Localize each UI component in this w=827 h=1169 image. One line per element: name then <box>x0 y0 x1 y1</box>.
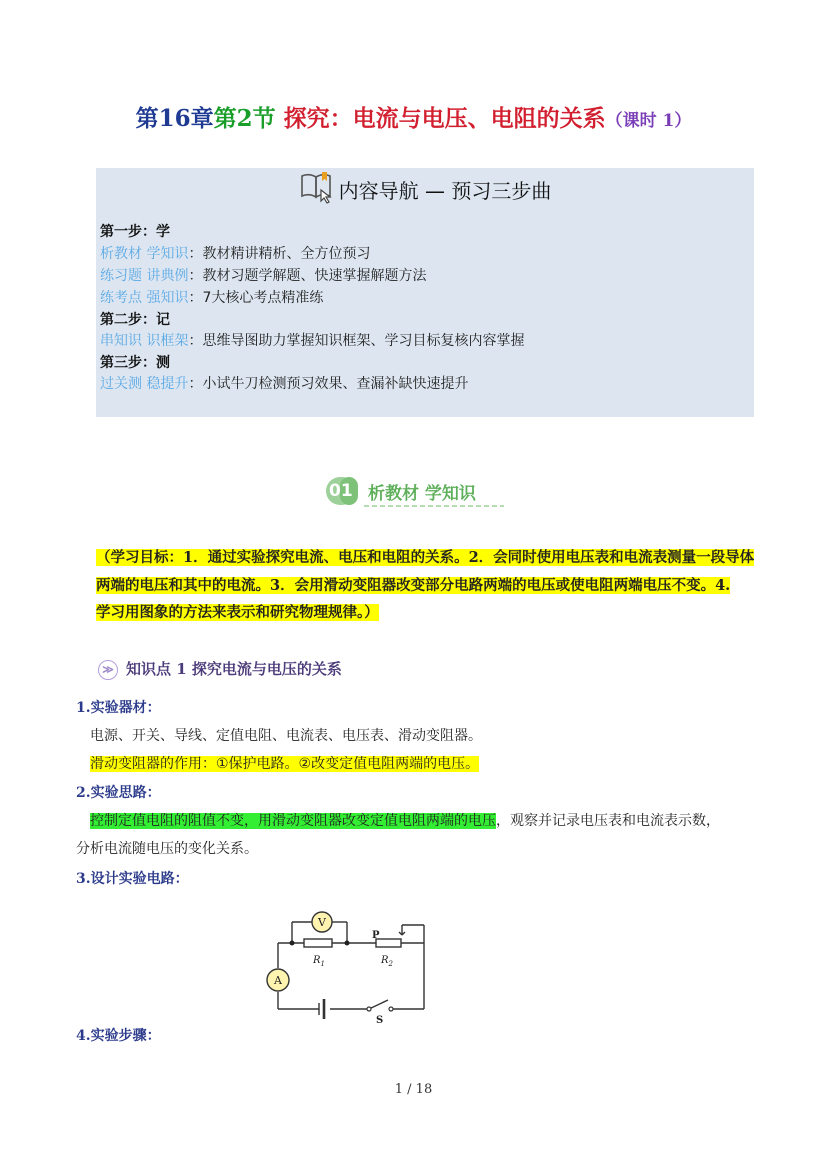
content-navigation-box <box>96 168 754 417</box>
arrow-circle-icon: ≫ <box>98 660 118 680</box>
slider-label: P <box>372 930 380 941</box>
circuit-diagram <box>264 905 464 1024</box>
switch-label: S <box>376 1015 384 1026</box>
r1-label: R <box>313 955 321 966</box>
step-3-heading: 第三步：测 <box>100 355 170 371</box>
nav-item: 过关测 稳提升：小试牛刀检测预习效果、查漏补缺快速提升 <box>100 376 469 392</box>
ammeter-label: A <box>274 974 282 987</box>
section-heading: 2.实验思路： <box>76 785 161 801</box>
badge-number: 01 <box>329 481 353 501</box>
badge-text: 析教材 学知识 <box>368 484 476 504</box>
nav-item: 练考点 强知识：7大核心考点精准练 <box>100 290 324 306</box>
section-heading: 4.实验步骤： <box>76 1028 161 1044</box>
nav-item: 练习题 讲典例：教材习题学解题、快速掌握解题方法 <box>100 268 427 284</box>
svg-text:R1: $R_1$ <box>313 955 325 968</box>
r2-label: R <box>381 955 389 966</box>
knowledge-point-heading: ≫ 知识点 1 探究电流与电压的关系 <box>98 658 342 680</box>
resistor-r1 <box>304 939 332 947</box>
learning-goal-line: 学习用图象的方法来表示和研究物理规律。） <box>96 604 379 621</box>
section-heading: 1.实验器材： <box>76 700 161 716</box>
body-text: 控制定值电阻的阻值不变，用滑动变阻器改变定值电阻两端的电压，观察并记录电压表和电流表示数， <box>90 813 720 829</box>
nav-item: 析教材 学知识：教材精讲精析、全方位预习 <box>100 246 371 262</box>
resistor-r2 <box>376 939 401 947</box>
page-number: 1 / 18 <box>394 1082 433 1097</box>
nav-heading: 内容导航 — 预习三步曲 <box>96 168 754 212</box>
nav-item: 串知识 识框架：思维导图助力掌握知识框架、学习目标复核内容掌握 <box>100 333 525 349</box>
step-2-heading: 第二步：记 <box>100 312 170 328</box>
body-text: 电源、开关、导线、定值电阻、电流表、电压表、滑动变阻器。 <box>90 728 482 744</box>
book-icon <box>299 168 335 217</box>
body-text: 分析电流随电压的变化关系。 <box>76 841 258 857</box>
highlighted-text: 滑动变阻器的作用：①保护电路。②改变定值电阻两端的电压。 <box>90 756 480 772</box>
learning-goal-line: 两端的电压和其中的电流。3．会用滑动变阻器改变部分电路两端的电压或使电阻两端电压不变。4. <box>96 577 731 594</box>
voltmeter-label: V <box>318 916 326 929</box>
section-heading: 3.设计实验电路： <box>76 871 189 887</box>
page-title: 第16章第2节 探究：电流与电压、电阻的关系（课时 1） <box>135 105 692 132</box>
section-badge <box>326 474 506 510</box>
svg-text:R2: $R_2$ <box>381 955 393 968</box>
step-1-heading: 第一步：学 <box>100 224 170 240</box>
learning-goal-line: （学习目标：1．通过实验探究电流、电压和电阻的关系。2．会同时使用电压表和电流表测量一段导体 <box>96 549 755 566</box>
